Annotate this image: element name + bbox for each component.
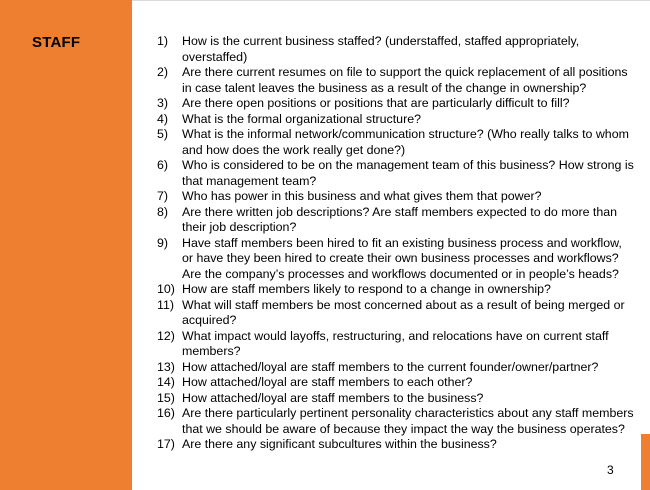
question-number: 3) (157, 96, 169, 110)
question-text: What is the formal organizational structure? (182, 111, 421, 126)
list-item (157, 360, 635, 376)
list-item (157, 96, 635, 112)
question-text: Are there written job descriptions? Are staff members expected to do more than their job description? (182, 204, 618, 234)
question-text: How are staff members likely to respond to a change in ownership? (182, 282, 551, 296)
list-item (157, 205, 635, 236)
question-number: 1) (157, 34, 169, 48)
question-number: 8) (157, 204, 169, 219)
list-item (157, 329, 635, 360)
question-text: Have staff members been hired to fit an existing business process and workflow, or have they been hired to create their own business processes and workflows? Are the company’s processes and workflows documented or in people’s heads? (182, 235, 622, 281)
corner-accent-bar (641, 434, 650, 490)
list-item (157, 158, 635, 189)
question-number: 17) (157, 437, 175, 451)
sidebar-accent-panel (0, 0, 132, 490)
question-text: Are there particularly pertinent personality characteristics about any staff members that we should be aware of because they impact the way the business operates? (182, 406, 634, 436)
list-item (157, 437, 635, 453)
list-item (157, 391, 635, 407)
question-list (157, 34, 635, 453)
list-item (157, 189, 635, 205)
list-item (157, 298, 635, 329)
list-item (157, 375, 635, 391)
list-item (157, 282, 635, 298)
question-number: 9) (157, 235, 169, 250)
list-item (157, 406, 635, 437)
question-number: 12) (157, 328, 175, 343)
list-item (157, 127, 635, 158)
question-text: What will staff members be most concerned about as a result of being merged or acquired? (182, 297, 625, 327)
question-text: Are there any significant subcultures within the business? (182, 437, 497, 451)
list-item (157, 112, 635, 128)
question-text: How attached/loyal are staff members to each other? (182, 375, 473, 389)
question-text: Who is considered to be on the management team of this business? How strong is that management team? (182, 158, 634, 188)
question-text: Are there open positions or positions that are particularly difficult to fill? (182, 96, 570, 110)
question-text: What is the informal network/communication structure? (Who really talks to whom and how does the work really get done?) (182, 127, 629, 157)
question-number: 14) (157, 375, 175, 389)
question-number: 16) (157, 406, 175, 420)
page-number: 3 (607, 463, 614, 477)
question-number: 15) (157, 390, 175, 405)
question-text: How attached/loyal are staff members to the current founder/owner/partner? (182, 359, 599, 374)
list-item (157, 65, 635, 96)
question-text: What impact would layoffs, restructuring, and relocations have on current staff members? (182, 328, 609, 358)
question-text: Are there current resumes on file to support the quick replacement of all positions in case talent leaves the business as a result of the change in ownership? (182, 65, 628, 95)
question-number: 13) (157, 359, 175, 374)
question-text: How is the current business staffed? (understaffed, staffed appropriately, overstaffed) (182, 34, 580, 64)
section-title: STAFF (32, 34, 81, 51)
question-text: How attached/loyal are staff members to the business? (182, 390, 484, 405)
question-number: 2) (157, 65, 169, 79)
question-number: 6) (157, 158, 169, 172)
question-number: 10) (157, 282, 175, 296)
list-item (157, 34, 635, 65)
question-number: 7) (157, 189, 169, 203)
list-item (157, 236, 635, 283)
question-number: 5) (157, 127, 169, 141)
question-text: Who has power in this business and what gives them that power? (182, 189, 542, 203)
question-number: 4) (157, 111, 169, 126)
question-number: 11) (157, 297, 174, 312)
